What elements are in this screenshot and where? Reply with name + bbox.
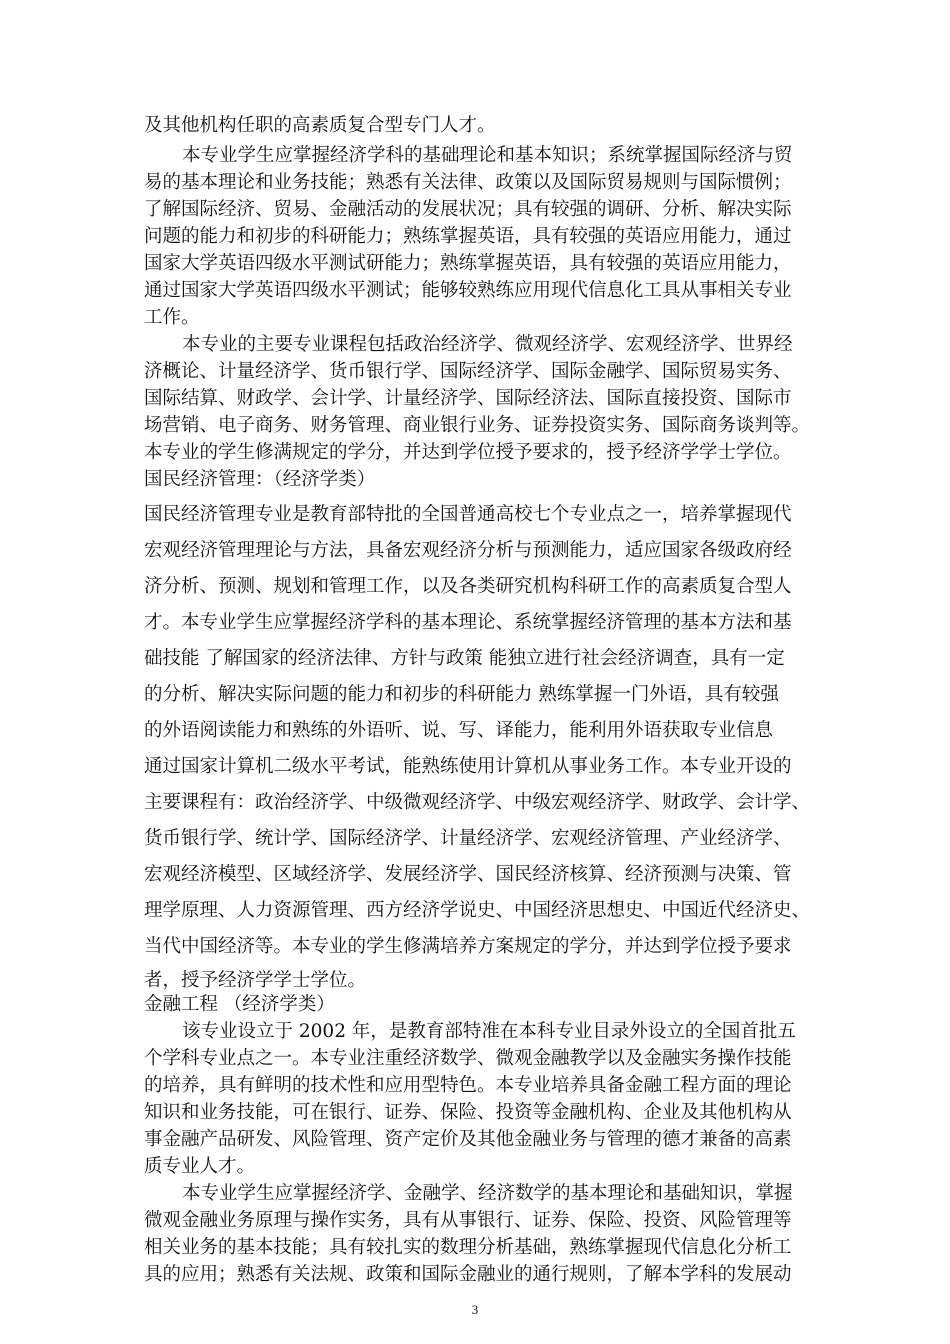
text-line: 济概论、计量经济学、货币银行学、国际经济学、国际金融学、国际贸易实务、 (144, 361, 792, 382)
text-line: 相关业务的基本技能；具有较扎实的数理分析基础，熟练掌握现代信息化分析工 (144, 1237, 792, 1258)
text-line: 本专业的学生修满规定的学分，并达到学位授予要求的，授予经济学学士学位。 (144, 442, 792, 463)
paragraph-start-line: 本专业学生应掌握经济学、金融学、经济数学的基本理论和基础知识，掌握 (182, 1183, 793, 1204)
text-line: 微观金融业务原理与操作实务，具有从事银行、证券、保险、投资、风险管理等 (144, 1210, 792, 1231)
paragraph-start-line: 本专业学生应掌握经济学科的基础理论和基本知识；系统掌握国际经济与贸 (182, 145, 793, 166)
text-line: 问题的能力和初步的科研能力；熟练掌握英语，具有较强的英语应用能力，通过 (144, 226, 792, 247)
text-line: 济分析、预测、规划和管理工作，以及各类研究机构科研工作的高素质复合型人 (144, 576, 792, 597)
text-line: 具的应用；熟悉有关法规、政策和国际金融业的通行规则，了解本学科的发展动 (144, 1264, 792, 1285)
text-line: 国民经济管理专业是教育部特批的全国普通高校七个专业点之一，培养掌握现代 (144, 504, 792, 525)
text-line: 宏观经济管理理论与方法，具备宏观经济分析与预测能力，适应国家各级政府经 (144, 540, 792, 561)
text-line: 主要课程有：政治经济学、中级微观经济学、中级宏观经济学、财政学、会计学、 (144, 792, 811, 813)
paragraph-start-line: 该专业设立于 2002 年，是教育部特准在本科专业目录外设立的全国首批五 (182, 1021, 796, 1042)
text-line: 才。本专业学生应掌握经济学科的基本理论、系统掌握经济管理的基本方法和基 (144, 612, 792, 633)
text-line: 及其他机构任职的高素质复合型专门人才。 (144, 115, 496, 136)
text-line: 场营销、电子商务、财务管理、商业银行业务、证券投资实务、国际商务谈判等。 (144, 415, 811, 436)
text-line: 通过国家大学英语四级水平测试；能够较熟练应用现代信息化工具从事相关专业 (144, 280, 792, 301)
text-line: 宏观经济模型、区域经济学、发展经济学、国民经济核算、经济预测与决策、管 (144, 864, 792, 885)
text-line: 知识和业务技能，可在银行、证券、保险、投资等金融机构、企业及其他机构从 (144, 1102, 792, 1123)
text-line: 个学科专业点之一。本专业注重经济数学、微观金融教学以及金融实务操作技能 (144, 1048, 792, 1069)
paragraph-start-line: 本专业的主要专业课程包括政治经济学、微观经济学、宏观经济学、世界经 (182, 334, 793, 355)
text-line: 当代中国经济等。本专业的学生修满培养方案规定的学分，并达到学位授予要求 (144, 936, 792, 957)
text-line: 货币银行学、统计学、国际经济学、计量经济学、宏观经济管理、产业经济学、 (144, 828, 792, 849)
text-line: 者，授予经济学学士学位。 (144, 970, 367, 991)
text-line: 础技能 了解国家的经济法律、方针与政策 能独立进行社会经济调查，具有一定 (144, 648, 785, 669)
text-line: 的外语阅读能力和熟练的外语听、说、写、译能力，能利用外语获取专业信息 (144, 720, 774, 741)
text-line: 通过国家计算机二级水平考试，能熟练使用计算机从事业务工作。本专业开设的 (144, 756, 792, 777)
page-number: 3 (471, 1302, 479, 1317)
text-line: 了解国际经济、贸易、金融活动的发展状况；具有较强的调研、分析、解决实际 (144, 199, 792, 220)
text-line: 工作。 (144, 307, 200, 328)
section-heading: 国民经济管理：（经济学类） (144, 469, 376, 490)
text-line: 的分析、解决实际问题的能力和初步的科研能力 熟练掌握一门外语，具有较强 (144, 684, 779, 705)
text-line: 的培养，具有鲜明的技术性和应用型特色。本专业培养具备金融工程方面的理论 (144, 1075, 792, 1096)
text-line: 国际结算、财政学、会计学、计量经济学、国际经济法、国际直接投资、国际市 (144, 388, 792, 409)
text-line: 易的基本理论和业务技能；熟悉有关法律、政策以及国际贸易规则与国际惯例； (144, 172, 792, 193)
text-line: 国家大学英语四级水平测试研能力；熟练掌握英语，具有较强的英语应用能力， (144, 253, 792, 274)
section-heading: 金融工程 （经济学类） (144, 994, 335, 1015)
text-line: 理学原理、人力资源管理、西方经济学说史、中国经济思想史、中国近代经济史、 (144, 900, 811, 921)
text-line: 质专业人才。 (144, 1156, 256, 1177)
text-line: 事金融产品研发、风险管理、资产定价及其他金融业务与管理的德才兼备的高素 (144, 1129, 792, 1150)
